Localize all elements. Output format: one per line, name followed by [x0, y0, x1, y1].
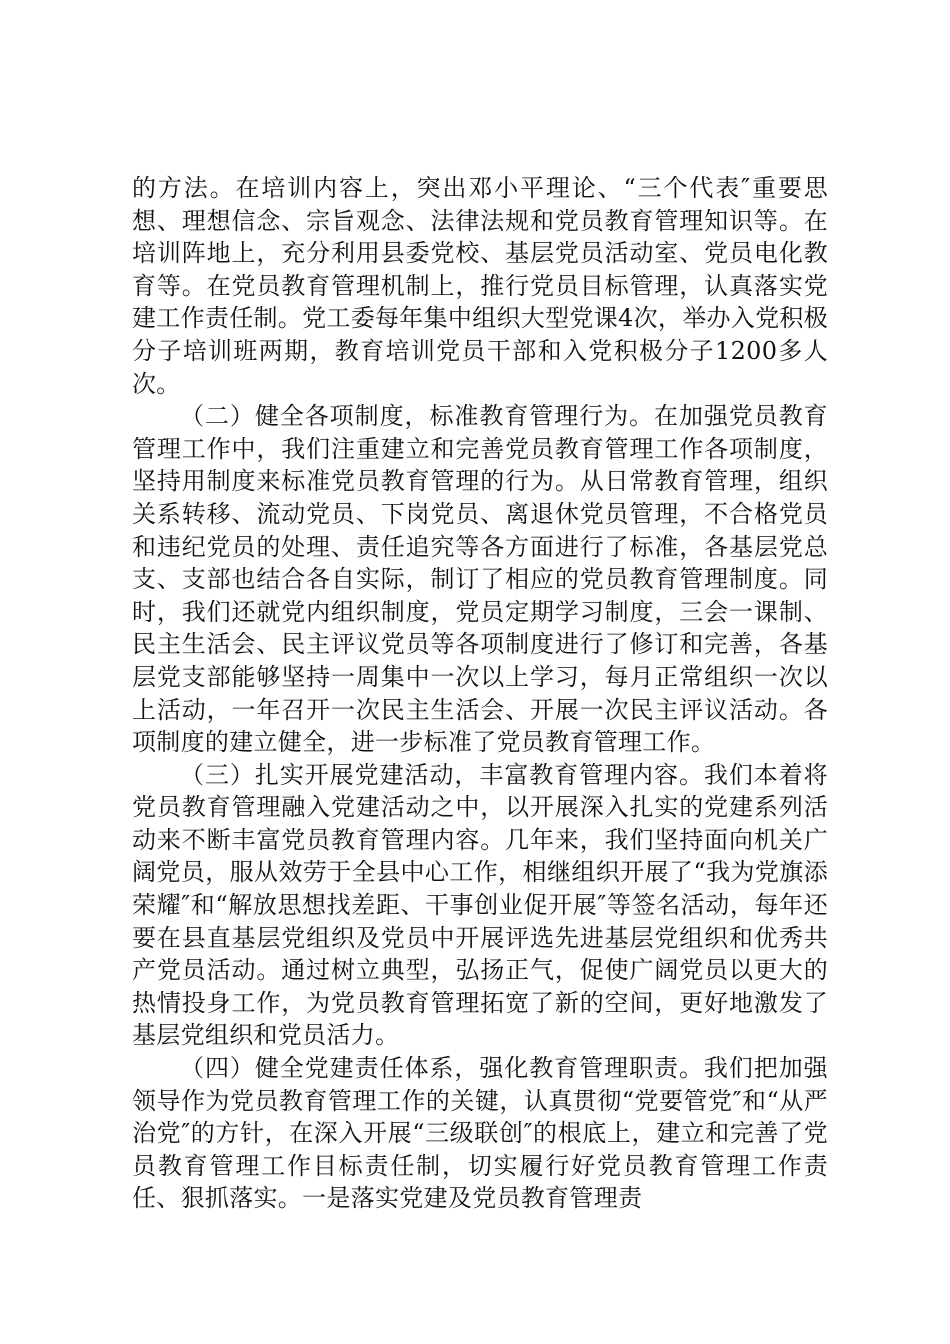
- paragraph-section-3-activities: （三）扎实开展党建活动，丰富教育管理内容。我们本着将党员教育管理融入党建活动之中，以开展深入扎实的党建系列活动来不断丰富党员教育管理内容。几年来，我们坚持面向机关广阔党员，服从效劳于全县中心工作，相继组织开展了“我为党旗添荣耀″和“解放思想找差距、干事创业促开展″等签名活动，每年还要在县直基层党组织及党员中开展评选先进基层党组织和优秀共产党员活动。通过树立典型，弘扬正气，促使广阔党员以更大的热情投身工作，为党员教育管理拓宽了新的空间，更好地激发了基层党组织和党员活力。: [132, 760, 828, 1050]
- paragraph-section-4-responsibility: （四）健全党建责任体系，强化教育管理职责。我们把加强领导作为党员教育管理工作的关键，认真贯彻“党要管党″和“从严治党″的方针，在深入开展“三级联创″的根底上，建立和完善了党员教育管理工作目标责任制，切实履行好党员教育管理工作责任、狠抓落实。一是落实党建及党员教育管理责: [132, 1054, 828, 1213]
- paragraph-training-methods: 的方法。在培训内容上，突出邓小平理论、“三个代表″重要思想、理想信念、宗旨观念、法律法规和党员教育管理知识等。在培训阵地上，充分利用县委党校、基层党员活动室、党员电化教育等。在党员教育管理机制上，推行党员目标管理，认真落实党建工作责任制。党工委每年集中组织大型党课4次，举办入党积极分子培训班两期，教育培训党员干部和入党积极分子1200多人次。: [132, 174, 828, 398]
- paragraph-section-2-systems: （二）健全各项制度，标准教育管理行为。在加强党员教育管理工作中，我们注重建立和完善党员教育管理工作各项制度，坚持用制度来标准党员教育管理的行为。从日常教育管理，组织关系转移、流动党员、下岗党员、离退休党员管理，不合格党员和违纪党员的处理、责任追究等各方面进行了标准，各基层党总支、支部也结合各自实际，制订了相应的党员教育管理制度。同时，我们还就党内组织制度，党员定期学习制度，三会一课制、民主生活会、民主评议党员等各项制度进行了修订和完善，各基层党支部能够坚持一周集中一次以上学习，每月正常组织一次以上活动，一年召开一次民主生活会、开展一次民主评议活动。各项制度的建立健全，进一步标准了党员教育管理工作。: [132, 402, 828, 757]
- document-body: [132, 172, 828, 1215]
